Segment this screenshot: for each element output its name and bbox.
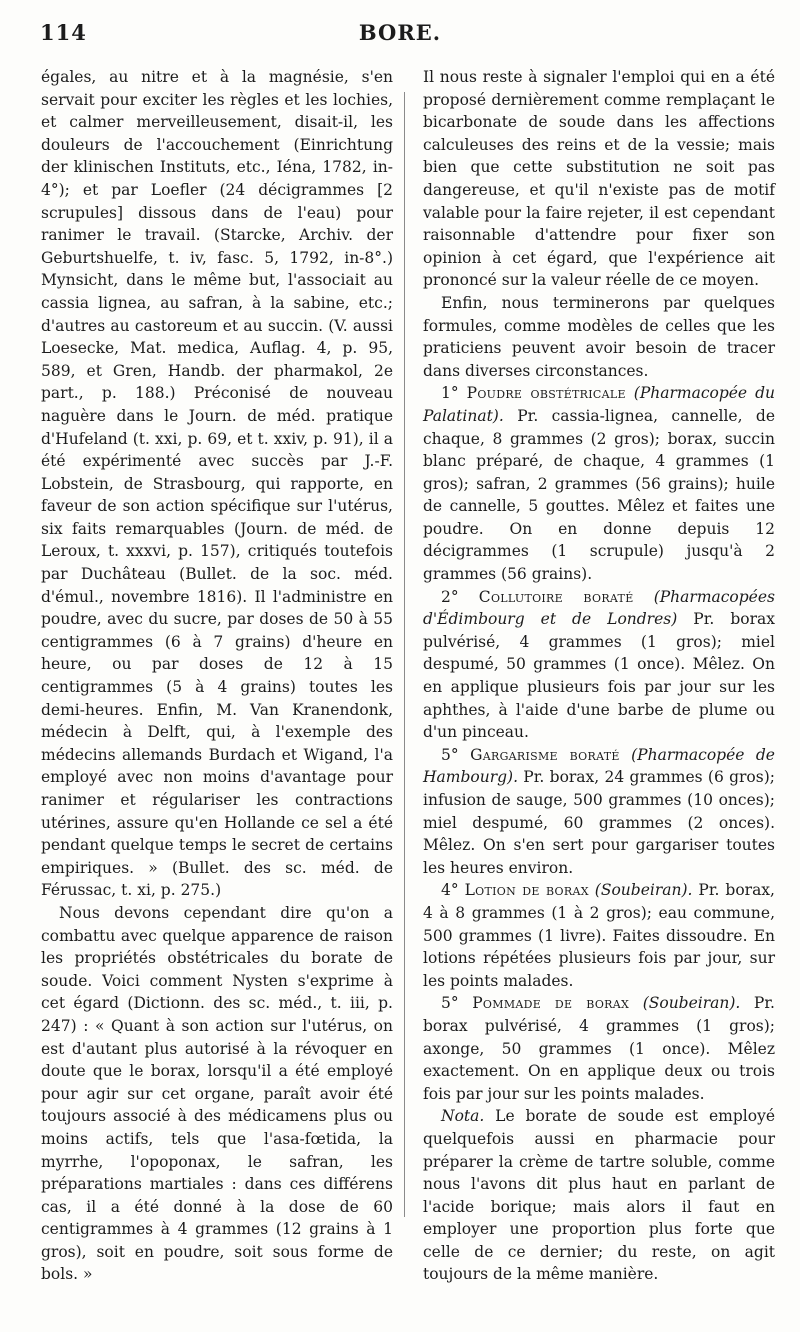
- formula-body: Pr. borax, 4 à 8 grammes (1 à 2 gros); eau commune, 500 grammes (1 livre). Faites dissoudre. En lotions répétées plusieurs fois par jour, sur les points malades.: [423, 881, 775, 990]
- formula-source: (Soubeiran).: [594, 881, 693, 900]
- formula-source: (Pharmacopées d'Édimbourg et de Londres): [423, 587, 775, 629]
- nota-paragraph: [423, 1105, 775, 1286]
- running-head: BORE.: [358, 20, 442, 45]
- paragraph-2: Nous devons cependant dire qu'on a combattu avec quelque apparence de raison les propriétés obstétricales du borate de soude. Voici comment Nysten s'exprime à cet égard (Dictionn. des sc. méd., t. iii, p. 247) : « Quant à son action sur l'utérus, on est d'autant plus autorisé à la révoquer en doute que le borax, lorsqu'il a été employé pour agir sur cet organe, paraît avoir été toujours associé à des médicamens plus ou moins actifs, tels que l'asa-fœtida, la myrrhe, l'opoponax, le safran, les préparations martiales : dans ces différens cas, il a été donné à la dose de 60 centigrammes à 4 grammes (12 grains à 1 gros), soit en poudre, soit sous forme de bols. »: [41, 903, 393, 1284]
- formula-3: [423, 744, 775, 880]
- formula-name: Gargarisme boraté: [470, 745, 620, 764]
- formula-name: Lotion de borax: [464, 881, 589, 900]
- column-divider: [404, 92, 405, 1217]
- formula-name: Pommade de borax: [472, 994, 630, 1013]
- formula-number: 4°: [441, 881, 459, 900]
- formula-source: (Pharmacopée du Palatinat).: [423, 384, 775, 425]
- formula-body: Pr. borax, 24 grammes (6 gros); infusion de sauge, 500 grammes (10 onces); miel despumé, 60 grammes (2 onces). Mêlez. On s'en sert pour gargariser toutes les heures environ.: [423, 768, 775, 877]
- page-number: 114: [40, 20, 87, 45]
- formula-body: Pr. borax pulvérisé, 4 grammes (1 gros); miel despumé, 50 grammes (1 once). Mêlez. On en applique plusieurs fois par jour sur les aphthes, à l'aide d'une barbe de plume ou d'un pinceau.: [423, 610, 775, 742]
- formula-name: Collutoire boraté: [478, 587, 634, 606]
- page-header: [0, 0, 800, 60]
- formula-number: 5°: [441, 994, 459, 1013]
- formula-body: Pr. borax pulvérisé, 4 grammes (1 gros); axonge, 50 grammes (1 once). Mêlez exactement. On en applique deux ou trois fois par jour sur les points malades.: [423, 994, 775, 1103]
- formula-name: Poudre obstétricale: [466, 384, 626, 403]
- formula-number: 2°: [441, 587, 459, 606]
- right-column: [423, 66, 775, 1286]
- paragraph-1: égales, au nitre et à la magnésie, s'en servait pour exciter les règles et les lochies, et calmer merveilleusement, disait-il, les douleurs de l'accouchement (Einrichtung der klinischen Instituts, etc., Iéna, 1782, in-4°); et par Loefler (24 décigrammes [2 scrupules] dissous dans de l'eau) pour ranimer le travail. (Starcke, Archiv. der Geburtshuelfe, t. iv, fasc. 5, 1792, in-8°.) Mynsicht, dans le même but, l'associait au cassia lignea, au safran, à la sabine, etc.; d'autres au castoreum et au succin. (V. aussi Loesecke, Mat. medica, Auflag. 4, p. 95, 589, et Gren, Handb. der pharmakol, 2e part., p. 188.) Préconisé de nouveau naguère dans le Journ. de méd. pratique d'Hufeland (t. xxi, p. 69, et t. xxiv, p. 91), il a été expérimenté avec succès par J.-F. Lobstein, de Strasbourg, qui rapporte, en faveur de son action spécifique sur l'utérus, six faits remarquables (Journ. de méd. de Leroux, t. xxxvi, p. 157), critiqués toutefois par Duchâteau (Bullet. de la soc. méd. d'émul., novembre 1816). Il l'administre en poudre, avec du sucre, par doses de 50 à 55 centigrammes (6 à 7 grains) d'heure en heure, ou par doses de 12 à 15 centigrammes (5 à 4 grains) toutes les demi-heures. Enfin, M. Van Kranendonk, médecin à Delft, qui, à l'exemple des médecins allemands Burdach et Wigand, l'a employé avec non moins d'avantage pour ranimer et régulariser les contractions utérines, assure qu'en Hollande ce sel a été pendant quelque temps le secret de certains empiriques. » (Bullet. des sc. méd. de Férussac, t. xi, p. 275.): [41, 68, 393, 900]
- formula-number: 1°: [441, 384, 459, 403]
- formula-1: [423, 382, 775, 585]
- formula-body: Pr. cassia-lignea, cannelle, de chaque, 8 grammes (2 gros); borax, succin blanc préparé, de chaque, 4 grammes (1 gros); safran, 2 grammes (56 grains); huile de cannelle, 5 gouttes. Mêlez et faites une poudre. On en donne depuis 12 décigrammes (1 scrupule) jusqu'à 2 grammes (56 grains).: [423, 406, 775, 584]
- paragraph-formulas-intro: Enfin, nous terminerons par quelques formules, comme modèles de celles que les praticiens peuvent avoir besoin de tracer dans diverses circonstances.: [423, 293, 775, 380]
- formula-2: [423, 586, 775, 744]
- left-column: [41, 66, 393, 1286]
- paragraph-intro: Il nous reste à signaler l'emploi qui en a été proposé dernièrement comme remplaçant le bicarbonate de soude dans les affections calculeuses des reins et de la vessie; mais bien que cette substitution ne soit pas dangereuse, et qu'il n'existe pas de motif valable pour la faire rejeter, il est cependant raisonnable d'attendre pour fixer son opinion à cet égard, que l'expérience ait prononcé sur la valeur réelle de ce moyen.: [423, 68, 775, 290]
- formula-number: 5°: [441, 745, 459, 764]
- formula-source: (Pharmacopée de Hambourg).: [423, 745, 775, 787]
- formula-5: [423, 992, 775, 1105]
- nota-text: Le borate de soude est employé quelquefois aussi en pharmacie pour préparer la crème de tartre soluble, comme nous l'avons dit plus haut en parlant de l'acide borique; mais alors il faut en employer une proportion plus forte que celle de ce dernier; du reste, on agit toujours de la même manière.: [423, 1107, 775, 1284]
- nota-label: Nota.: [441, 1107, 485, 1126]
- formula-4: [423, 879, 775, 992]
- formula-source: (Soubeiran).: [642, 994, 741, 1013]
